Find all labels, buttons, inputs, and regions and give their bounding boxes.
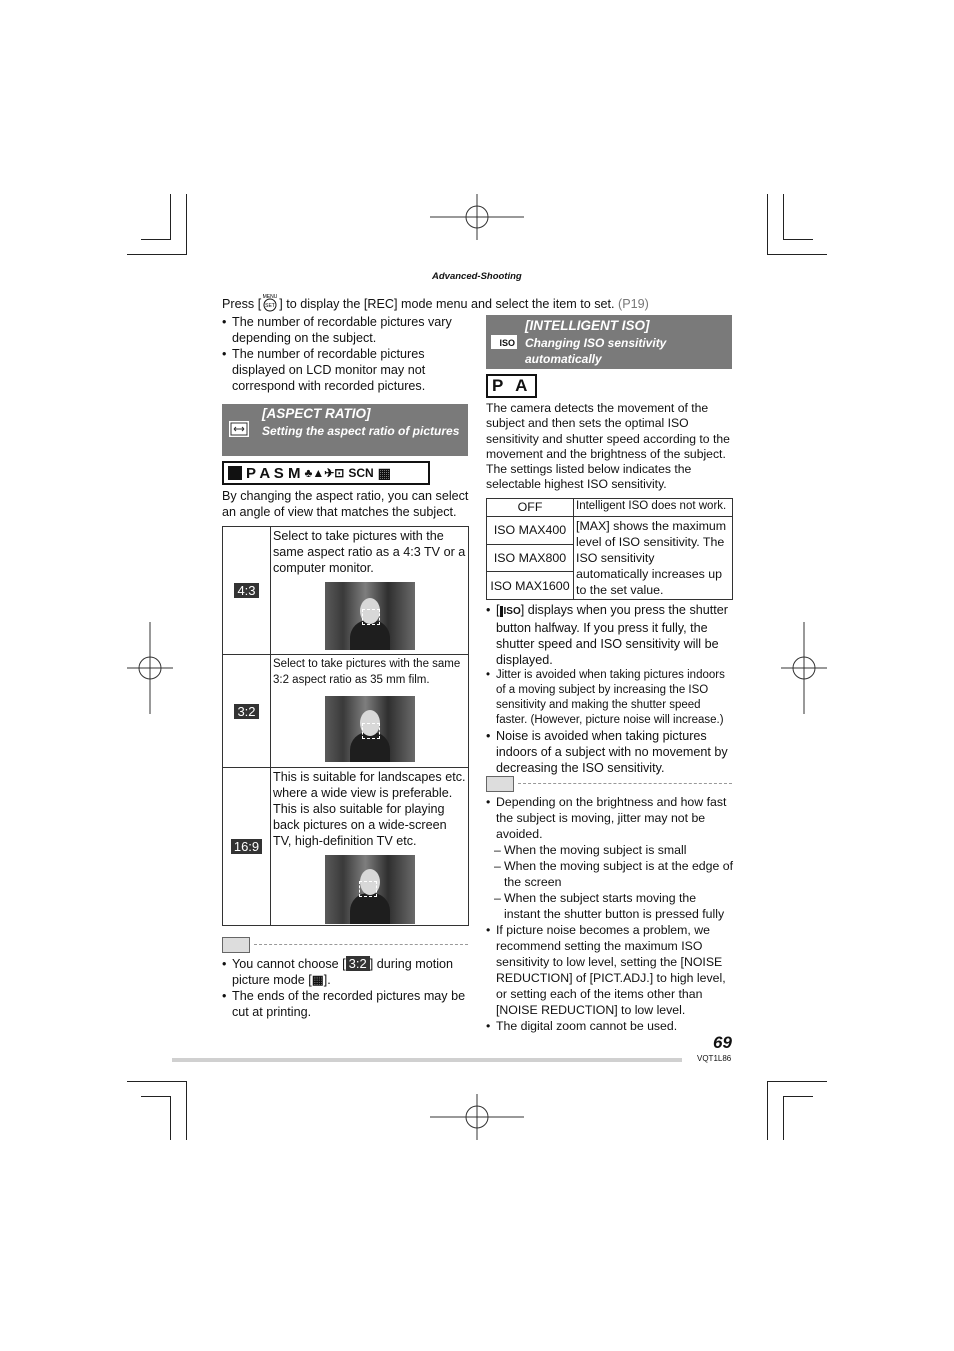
table-row <box>487 517 733 545</box>
note-icon <box>486 776 514 792</box>
crop-mark <box>186 1081 187 1140</box>
crop-mark <box>170 1096 171 1140</box>
registration-mark-icon <box>781 622 827 714</box>
aspect-ratio-table <box>222 526 469 926</box>
press-instruction <box>222 292 649 312</box>
iso-option: ISO MAX800 <box>487 544 574 572</box>
table-row <box>487 499 733 517</box>
press-prefix: Press [ <box>222 297 262 311</box>
list-item: • Jitter is avoided when taking pictures indoors of a moving subject by increasing the ISO sensitivity and making the shutter speed faster. (However, picture noise will increase.) <box>486 668 734 728</box>
aspect-row-text: This is suitable for landscapes etc. where a wide view is preferable. This is also suitable for playing back pictures on a wide-screen TV, high-definition TV etc. <box>273 770 466 848</box>
aspect-badge: 16:9 <box>231 839 262 854</box>
sample-photo <box>325 696 415 762</box>
mode-icons-strip: P A <box>486 374 537 398</box>
table-row <box>223 655 469 768</box>
list-item: • Depending on the brightness and how fast the subject is moving, jitter may not be avoided. <box>486 794 734 842</box>
section-header: Advanced-Shooting <box>432 271 522 282</box>
crop-mark <box>767 194 768 255</box>
svg-text:SET: SET <box>265 303 276 309</box>
iso-bullets <box>486 602 734 776</box>
iso-intro: The camera detects the movement of the subject and then sets the optimal ISO sensitivity and shutter speed according to the movement and the brightness of the subject. The settings listed below indicates the selectable highest ISO sensitivity. <box>486 401 730 492</box>
table-row <box>223 527 469 655</box>
sample-photo <box>325 582 415 650</box>
crop-mark <box>783 239 813 240</box>
iso-option: ISO MAX400 <box>487 517 574 545</box>
page-reference: (P19) <box>618 297 649 311</box>
motion-picture-icon: ▦ <box>377 464 391 481</box>
list-item: • The digital zoom cannot be used. <box>486 1018 734 1034</box>
registration-mark-icon <box>430 1094 524 1140</box>
intelligent-iso-subtitle: Changing ISO sensitivity automatically <box>525 336 667 366</box>
iso-description: [MAX] shows the maximum level of ISO sensitivity. The ISO sensitivity automatically increases up to the set value. <box>574 517 733 600</box>
aspect-ratio-section-bar <box>222 404 468 456</box>
aspect-ratio-subtitle: Setting the aspect ratio of pictures <box>262 424 460 438</box>
recordable-notes <box>222 314 467 394</box>
intelligent-iso-section-bar <box>486 315 732 369</box>
footer-rule <box>172 1058 682 1062</box>
svg-text:MENU: MENU <box>262 294 278 300</box>
intelligent-iso-icon: ISO <box>491 335 517 349</box>
menu-set-button-icon <box>261 292 279 312</box>
aspect-badge: 3:2 <box>234 704 258 719</box>
registration-mark-icon <box>430 194 524 240</box>
note-divider <box>254 944 468 945</box>
note-divider <box>518 783 732 784</box>
list-item: – When the subject starts moving the instant the shutter button is pressed fully <box>486 890 734 922</box>
note-icon <box>222 937 250 953</box>
crop-mark <box>767 1081 768 1140</box>
press-suffix: ] to display the [REC] mode menu and select the item to set. <box>279 297 615 311</box>
page-number: 69 <box>713 1033 732 1052</box>
crop-mark <box>783 1096 813 1097</box>
list-item: • The number of recordable pictures displayed on LCD monitor may not correspond with recorded pictures. <box>222 346 467 394</box>
iso-description: Intelligent ISO does not work. <box>574 499 733 517</box>
iso-option: OFF <box>487 499 574 517</box>
aspect-intro: By changing the aspect ratio, you can select an angle of view that matches the subject. <box>222 489 469 519</box>
mode-icons-strip <box>222 461 430 485</box>
list-item: • The ends of the recorded pictures may be cut at printing. <box>222 988 470 1020</box>
aspect-row-text: Select to take pictures with the same 3:2 aspect ratio as 35 mm film. <box>273 658 461 686</box>
list-item: • [ ISO] displays when you press the shutter button halfway. If you press it fully, the shutter speed and ISO sensitivity will be displayed. <box>486 602 734 668</box>
table-row <box>223 768 469 926</box>
intelligent-iso-icon: ISO <box>500 606 521 617</box>
scn-label: SCN <box>348 466 374 480</box>
iso-notes <box>486 794 734 1034</box>
intelligent-auto-icon <box>228 466 242 480</box>
crop-mark <box>127 1081 187 1082</box>
crop-mark <box>783 194 784 240</box>
crop-mark <box>170 194 171 240</box>
list-item: • Noise is avoided when taking pictures indoors of a subject with no movement by decreasing the ISO sensitivity. <box>486 728 734 776</box>
list-item: – When the moving subject is at the edge of the screen <box>486 858 734 890</box>
aspect-ratio-title: [ASPECT RATIO] <box>262 406 371 421</box>
scene-mode-icons: ♣▲✈⊡ <box>304 466 345 480</box>
aspect-row-text: Select to take pictures with the same aspect ratio as a 4:3 TV or a computer monitor. <box>273 529 466 575</box>
intelligent-iso-title: [INTELLIGENT ISO] <box>525 318 650 333</box>
intelligent-iso-table <box>486 498 733 600</box>
crop-mark <box>127 254 187 255</box>
list-item: – When the moving subject is small <box>486 842 734 858</box>
aspect-badge: 4:3 <box>234 583 258 598</box>
crop-mark <box>767 1081 827 1082</box>
list-item: • You cannot choose [ 3:2 ] during motion picture mode [▦]. <box>222 956 470 988</box>
registration-mark-icon <box>127 622 173 714</box>
crop-mark <box>186 194 187 255</box>
sample-photo <box>325 855 415 924</box>
mode-letters: P A S M <box>246 464 301 482</box>
crop-mark <box>141 239 171 240</box>
crop-mark <box>783 1096 784 1140</box>
document-code: VQT1L86 <box>697 1054 732 1063</box>
crop-mark <box>141 1096 171 1097</box>
aspect-ratio-icon <box>229 421 249 437</box>
list-item: • The number of recordable pictures vary depending on the subject. <box>222 314 467 346</box>
aspect-notes <box>222 956 470 1020</box>
crop-mark <box>767 254 827 255</box>
aspect-badge: 3:2 <box>346 956 370 971</box>
iso-option: ISO MAX1600 <box>487 572 574 600</box>
list-item: • If picture noise becomes a problem, we recommend setting the maximum ISO sensitivity to low level, setting the [NOISE REDUCTION] of [PICT.ADJ.] to high level, or setting each of the items other than [NOISE REDUCTION] to low level. <box>486 922 734 1018</box>
motion-picture-icon: ▦ <box>311 973 324 987</box>
